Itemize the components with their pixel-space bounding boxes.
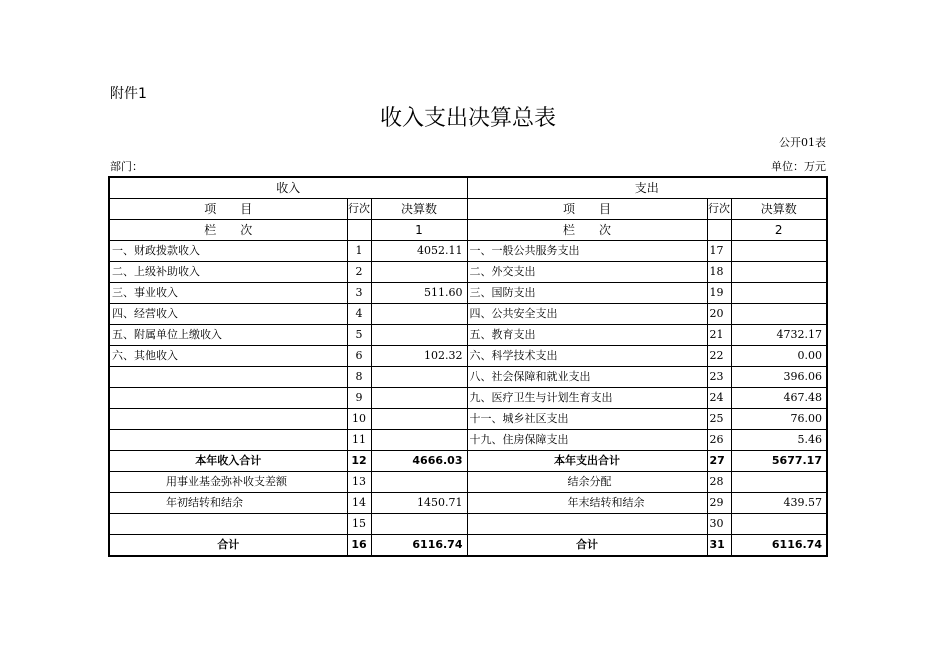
expense-row-number: 19: [707, 283, 731, 304]
expense-row-number: 25: [707, 409, 731, 430]
expense-amount: 0.00: [731, 346, 827, 367]
expense-item: 六、科学技术支出: [467, 346, 707, 367]
income-column-number: 1: [371, 220, 467, 241]
expense-item: 结余分配: [467, 472, 707, 493]
table-row: [109, 241, 827, 262]
income-amount: 6116.74: [371, 535, 467, 557]
income-item: 三、事业收入: [109, 283, 347, 304]
expense-item: 八、社会保障和就业支出: [467, 367, 707, 388]
expense-rowno-header: 行次: [707, 199, 731, 220]
income-item: 二、上级补助收入: [109, 262, 347, 283]
income-item-header: 项 目: [109, 199, 347, 220]
table-row: [109, 367, 827, 388]
expense-row-number: 28: [707, 472, 731, 493]
grand-total-row: [109, 535, 827, 557]
expense-row-number: 22: [707, 346, 731, 367]
income-item: [109, 388, 347, 409]
budget-summary-table: [108, 176, 828, 557]
expense-item: 五、教育支出: [467, 325, 707, 346]
expense-amount: 5677.17: [731, 451, 827, 472]
income-row-number: 13: [347, 472, 371, 493]
expense-item: 十九、住房保障支出: [467, 430, 707, 451]
expense-amount: 396.06: [731, 367, 827, 388]
income-row-number: 9: [347, 388, 371, 409]
expense-amount: 76.00: [731, 409, 827, 430]
income-row-number: 12: [347, 451, 371, 472]
expense-item: 一、一般公共服务支出: [467, 241, 707, 262]
expense-item: 合计: [467, 535, 707, 557]
income-amount: [371, 388, 467, 409]
table-row: [109, 514, 827, 535]
expense-amount: 6116.74: [731, 535, 827, 557]
expense-amount: 467.48: [731, 388, 827, 409]
expense-item: 十一、城乡社区支出: [467, 409, 707, 430]
income-amount: 4052.11: [371, 241, 467, 262]
expense-item-header: 项 目: [467, 199, 707, 220]
unit-label: 单位：万元: [771, 160, 826, 173]
expense-item: 年末结转和结余: [467, 493, 707, 514]
table-row: [109, 493, 827, 514]
income-row-number: 1: [347, 241, 371, 262]
expense-row-number: 31: [707, 535, 731, 557]
header-row-1: [109, 177, 827, 199]
expense-row-number: 29: [707, 493, 731, 514]
income-rowno-header: 行次: [347, 199, 371, 220]
table-row: [109, 346, 827, 367]
income-row-number: 6: [347, 346, 371, 367]
expense-amount: [731, 304, 827, 325]
expense-item: 本年支出合计: [467, 451, 707, 472]
table-row: [109, 388, 827, 409]
income-amount: [371, 304, 467, 325]
expense-item: [467, 514, 707, 535]
expense-item: 四、公共安全支出: [467, 304, 707, 325]
expense-column-label: 栏 次: [467, 220, 707, 241]
table-row: [109, 472, 827, 493]
table-row: [109, 283, 827, 304]
income-item: 五、附属单位上缴收入: [109, 325, 347, 346]
income-amount: [371, 430, 467, 451]
expense-header: 支出: [467, 177, 827, 199]
expense-row-number: 26: [707, 430, 731, 451]
income-amount: 1450.71: [371, 493, 467, 514]
expense-row-number: 30: [707, 514, 731, 535]
income-row-number: 15: [347, 514, 371, 535]
expense-row-number: 18: [707, 262, 731, 283]
expense-column-rowno: [707, 220, 731, 241]
expense-row-number: 21: [707, 325, 731, 346]
table-row: [109, 262, 827, 283]
income-row-number: 16: [347, 535, 371, 557]
expense-item: 二、外交支出: [467, 262, 707, 283]
form-code: 公开01表: [779, 136, 826, 149]
expense-amount: [731, 283, 827, 304]
expense-amount: 4732.17: [731, 325, 827, 346]
expense-amount: 5.46: [731, 430, 827, 451]
table-row: [109, 304, 827, 325]
header-row-2: [109, 199, 827, 220]
income-item: 年初结转和结余: [109, 493, 347, 514]
income-row-number: 8: [347, 367, 371, 388]
expense-amount-header: 决算数: [731, 199, 827, 220]
expense-amount: 439.57: [731, 493, 827, 514]
income-item: [109, 367, 347, 388]
income-row-number: 3: [347, 283, 371, 304]
expense-row-number: 24: [707, 388, 731, 409]
income-item: [109, 430, 347, 451]
attachment-label: 附件1: [110, 86, 147, 102]
income-amount: 102.32: [371, 346, 467, 367]
income-amount: [371, 367, 467, 388]
header-row-3: [109, 220, 827, 241]
income-item: 用事业基金弥补收支差额: [109, 472, 347, 493]
expense-amount: [731, 262, 827, 283]
expense-row-number: 20: [707, 304, 731, 325]
year-total-row: [109, 451, 827, 472]
income-amount: [371, 514, 467, 535]
income-item: 一、财政拨款收入: [109, 241, 347, 262]
income-item: [109, 514, 347, 535]
department-label: 部门：: [110, 160, 143, 173]
income-amount-header: 决算数: [371, 199, 467, 220]
income-amount: 511.60: [371, 283, 467, 304]
page-title: 收入支出决算总表: [379, 106, 556, 131]
expense-row-number: 23: [707, 367, 731, 388]
income-amount: 4666.03: [371, 451, 467, 472]
expense-row-number: 27: [707, 451, 731, 472]
income-amount: [371, 262, 467, 283]
income-item: 本年收入合计: [109, 451, 347, 472]
income-header: 收入: [109, 177, 467, 199]
income-row-number: 5: [347, 325, 371, 346]
income-item: [109, 409, 347, 430]
income-row-number: 14: [347, 493, 371, 514]
income-row-number: 2: [347, 262, 371, 283]
expense-row-number: 17: [707, 241, 731, 262]
expense-amount: [731, 514, 827, 535]
expense-column-number: 2: [731, 220, 827, 241]
income-item: 六、其他收入: [109, 346, 347, 367]
income-amount: [371, 325, 467, 346]
income-row-number: 10: [347, 409, 371, 430]
expense-item: 三、国防支出: [467, 283, 707, 304]
income-row-number: 11: [347, 430, 371, 451]
income-column-label: 栏 次: [109, 220, 347, 241]
income-item: 四、经营收入: [109, 304, 347, 325]
expense-item: 九、医疗卫生与计划生育支出: [467, 388, 707, 409]
table-row: [109, 409, 827, 430]
income-amount: [371, 472, 467, 493]
expense-amount: [731, 241, 827, 262]
table-row: [109, 325, 827, 346]
expense-amount: [731, 472, 827, 493]
income-row-number: 4: [347, 304, 371, 325]
income-amount: [371, 409, 467, 430]
income-item: 合计: [109, 535, 347, 557]
income-column-rowno: [347, 220, 371, 241]
table-row: [109, 430, 827, 451]
